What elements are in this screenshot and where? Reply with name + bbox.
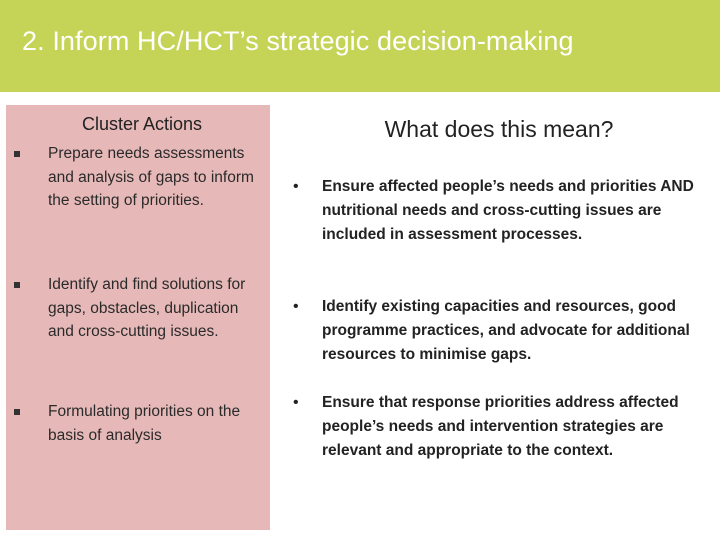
- list-item-text: Ensure affected people’s needs and priorities AND nutritional needs and cross-cutting issues are included in assessment processes.: [322, 178, 694, 243]
- square-bullet-icon: [14, 151, 20, 157]
- list-item-text: Identify existing capacities and resources, good programme practices, and advocate for additional resources to minimise gaps.: [322, 298, 690, 363]
- list-item: [293, 391, 705, 463]
- title-bar: [0, 0, 720, 92]
- list-item-text: Formulating priorities on the basis of analysis: [48, 403, 241, 444]
- square-bullet-icon: [14, 409, 20, 415]
- list-item: [6, 400, 264, 447]
- bullet-icon: •: [293, 178, 299, 195]
- slide-title: 2. Inform HC/HCT’s strategic decision-making: [22, 26, 574, 56]
- list-item: [6, 273, 264, 344]
- bullet-icon: •: [293, 394, 299, 411]
- square-bullet-icon: [14, 282, 20, 288]
- cluster-actions-heading: Cluster Actions: [81, 114, 203, 134]
- cluster-actions-panel: [6, 105, 270, 530]
- list-item: [293, 295, 705, 367]
- bullet-icon: •: [293, 298, 299, 315]
- list-item-text: Prepare needs assessments and analysis of gaps to inform the setting of priorities.: [48, 145, 254, 209]
- list-item: [6, 142, 264, 213]
- list-item: [293, 175, 705, 247]
- list-item-text: Identify and find solutions for gaps, obstacles, duplication and cross-cutting issues.: [48, 276, 246, 340]
- list-item-text: Ensure that response priorities address affected people’s needs and intervention strategies are relevant and appropriate to the context.: [322, 394, 679, 459]
- what-does-this-mean-heading: What does this mean?: [384, 116, 614, 142]
